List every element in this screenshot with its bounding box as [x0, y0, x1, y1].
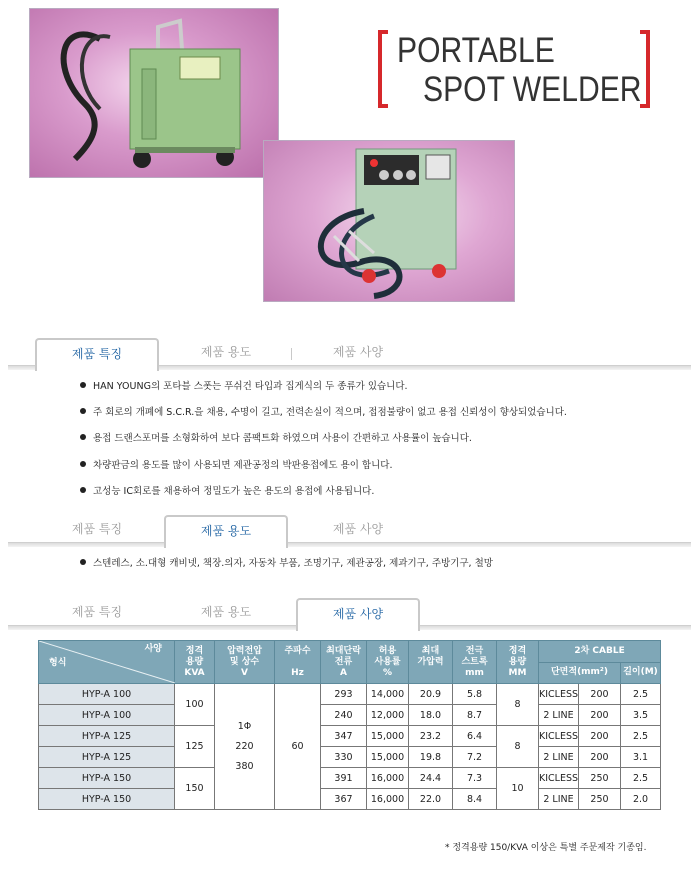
tab-specs[interactable]: 제품 사양	[296, 598, 420, 631]
tab-specs[interactable]: 제품 사양	[332, 345, 384, 359]
table-row: HYP-A 125 125 347 15,000 23.2 6.4 8 KICLESS 200 2.5	[39, 726, 661, 747]
table-row: HYP-A 150 150 391 16,000 24.4 7.3 10 KICLESS 250 2.5	[39, 768, 661, 789]
table-row: HYP-A 125 330 15,000 19.8 7.2 2 LINE 200 3.1	[39, 747, 661, 768]
page-title-line2: SPOT WELDER	[423, 70, 642, 109]
header-cable-length: 길이(M)	[621, 662, 661, 684]
header-rated-mm: 정격 용량 MM	[497, 641, 539, 684]
spec-header-row	[39, 641, 661, 663]
header-model: 형식	[49, 658, 67, 668]
tab-uses[interactable]: 제품 용도	[164, 515, 288, 548]
title-bracket-left	[378, 30, 388, 108]
tabbar-uses	[8, 515, 691, 547]
feature-item: 차량판금의 용도를 많이 사용되면 제관공정의 박판용접에도 용이 합니다.	[80, 457, 392, 471]
tab-specs[interactable]: 제품 사양	[332, 522, 384, 536]
spec-table	[38, 640, 661, 810]
header-max-short-current: 최대단락 전류 A	[321, 641, 367, 684]
header-electrode-stroke: 전극 스트록 mm	[453, 641, 497, 684]
tab-uses[interactable]: 제품 용도	[200, 345, 252, 359]
tab-features[interactable]: 제품 특징	[71, 605, 123, 619]
tab-features[interactable]: 제품 특징	[35, 338, 159, 371]
footnote: * 정격용량 150/KVA 이상은 특별 주문제작 기종임.	[445, 843, 647, 853]
feature-item: HAN YOUNG의 포타블 스폿는 푸쉬건 타입과 집게식의 두 종류가 있습니다.	[80, 378, 408, 392]
table-row: HYP-A 100 100 1Φ 220 380 60 293 14,000 20.9 5.8 8 KICLESS 200 2.5	[39, 684, 661, 705]
tab-uses[interactable]: 제품 용도	[200, 605, 252, 619]
table-row: HYP-A 100 240 12,000 18.0 8.7 2 LINE 200 3.5	[39, 705, 661, 726]
header-frequency: 주파수 Hz	[275, 641, 321, 684]
header-duty-cycle: 허용 사용률 %	[367, 641, 409, 684]
header-max-force: 최대 가압력	[409, 641, 453, 684]
tab-features[interactable]: 제품 특징	[71, 522, 123, 536]
table-row: HYP-A 150 367 16,000 22.0 8.4 2 LINE 250 2.0	[39, 789, 661, 810]
header-input-voltage: 압력전압 및 상수 V	[215, 641, 275, 684]
header-cable: 2차 CABLE	[539, 641, 661, 663]
product-photo-pushgun	[29, 8, 279, 178]
tabbar-specs	[8, 598, 691, 630]
feature-item: 주 회로의 개폐에 S.C.R.을 채용, 수명이 길고, 전력손실이 적으며, 접점불량이 없고 용접 신뢰성이 향상되었습니다.	[80, 404, 567, 418]
page-title-line1: PORTABLE	[397, 31, 555, 70]
header-spec: 사양	[144, 644, 162, 654]
header-rated-capacity: 정격 용량 KVA	[175, 641, 215, 684]
tabbar-features	[8, 338, 691, 370]
use-item: 스텐레스, 소.대형 캐비넷, 책장.의자, 자동차 부품, 조명기구, 제관공장, 제과기구, 주방기구, 철망	[80, 555, 493, 569]
product-photo-clamp-type	[263, 140, 515, 302]
feature-item: 고성능 IC회로를 채용하여 정밀도가 높은 용도의 용접에 사용됩니다.	[80, 483, 374, 497]
header-cable-area: 단면적(mm²)	[539, 662, 621, 684]
feature-item: 용접 드랜스포머를 소형화하여 보다 콤팩트화 하였으며 사용이 간편하고 사용률이 높습니다.	[80, 430, 472, 444]
